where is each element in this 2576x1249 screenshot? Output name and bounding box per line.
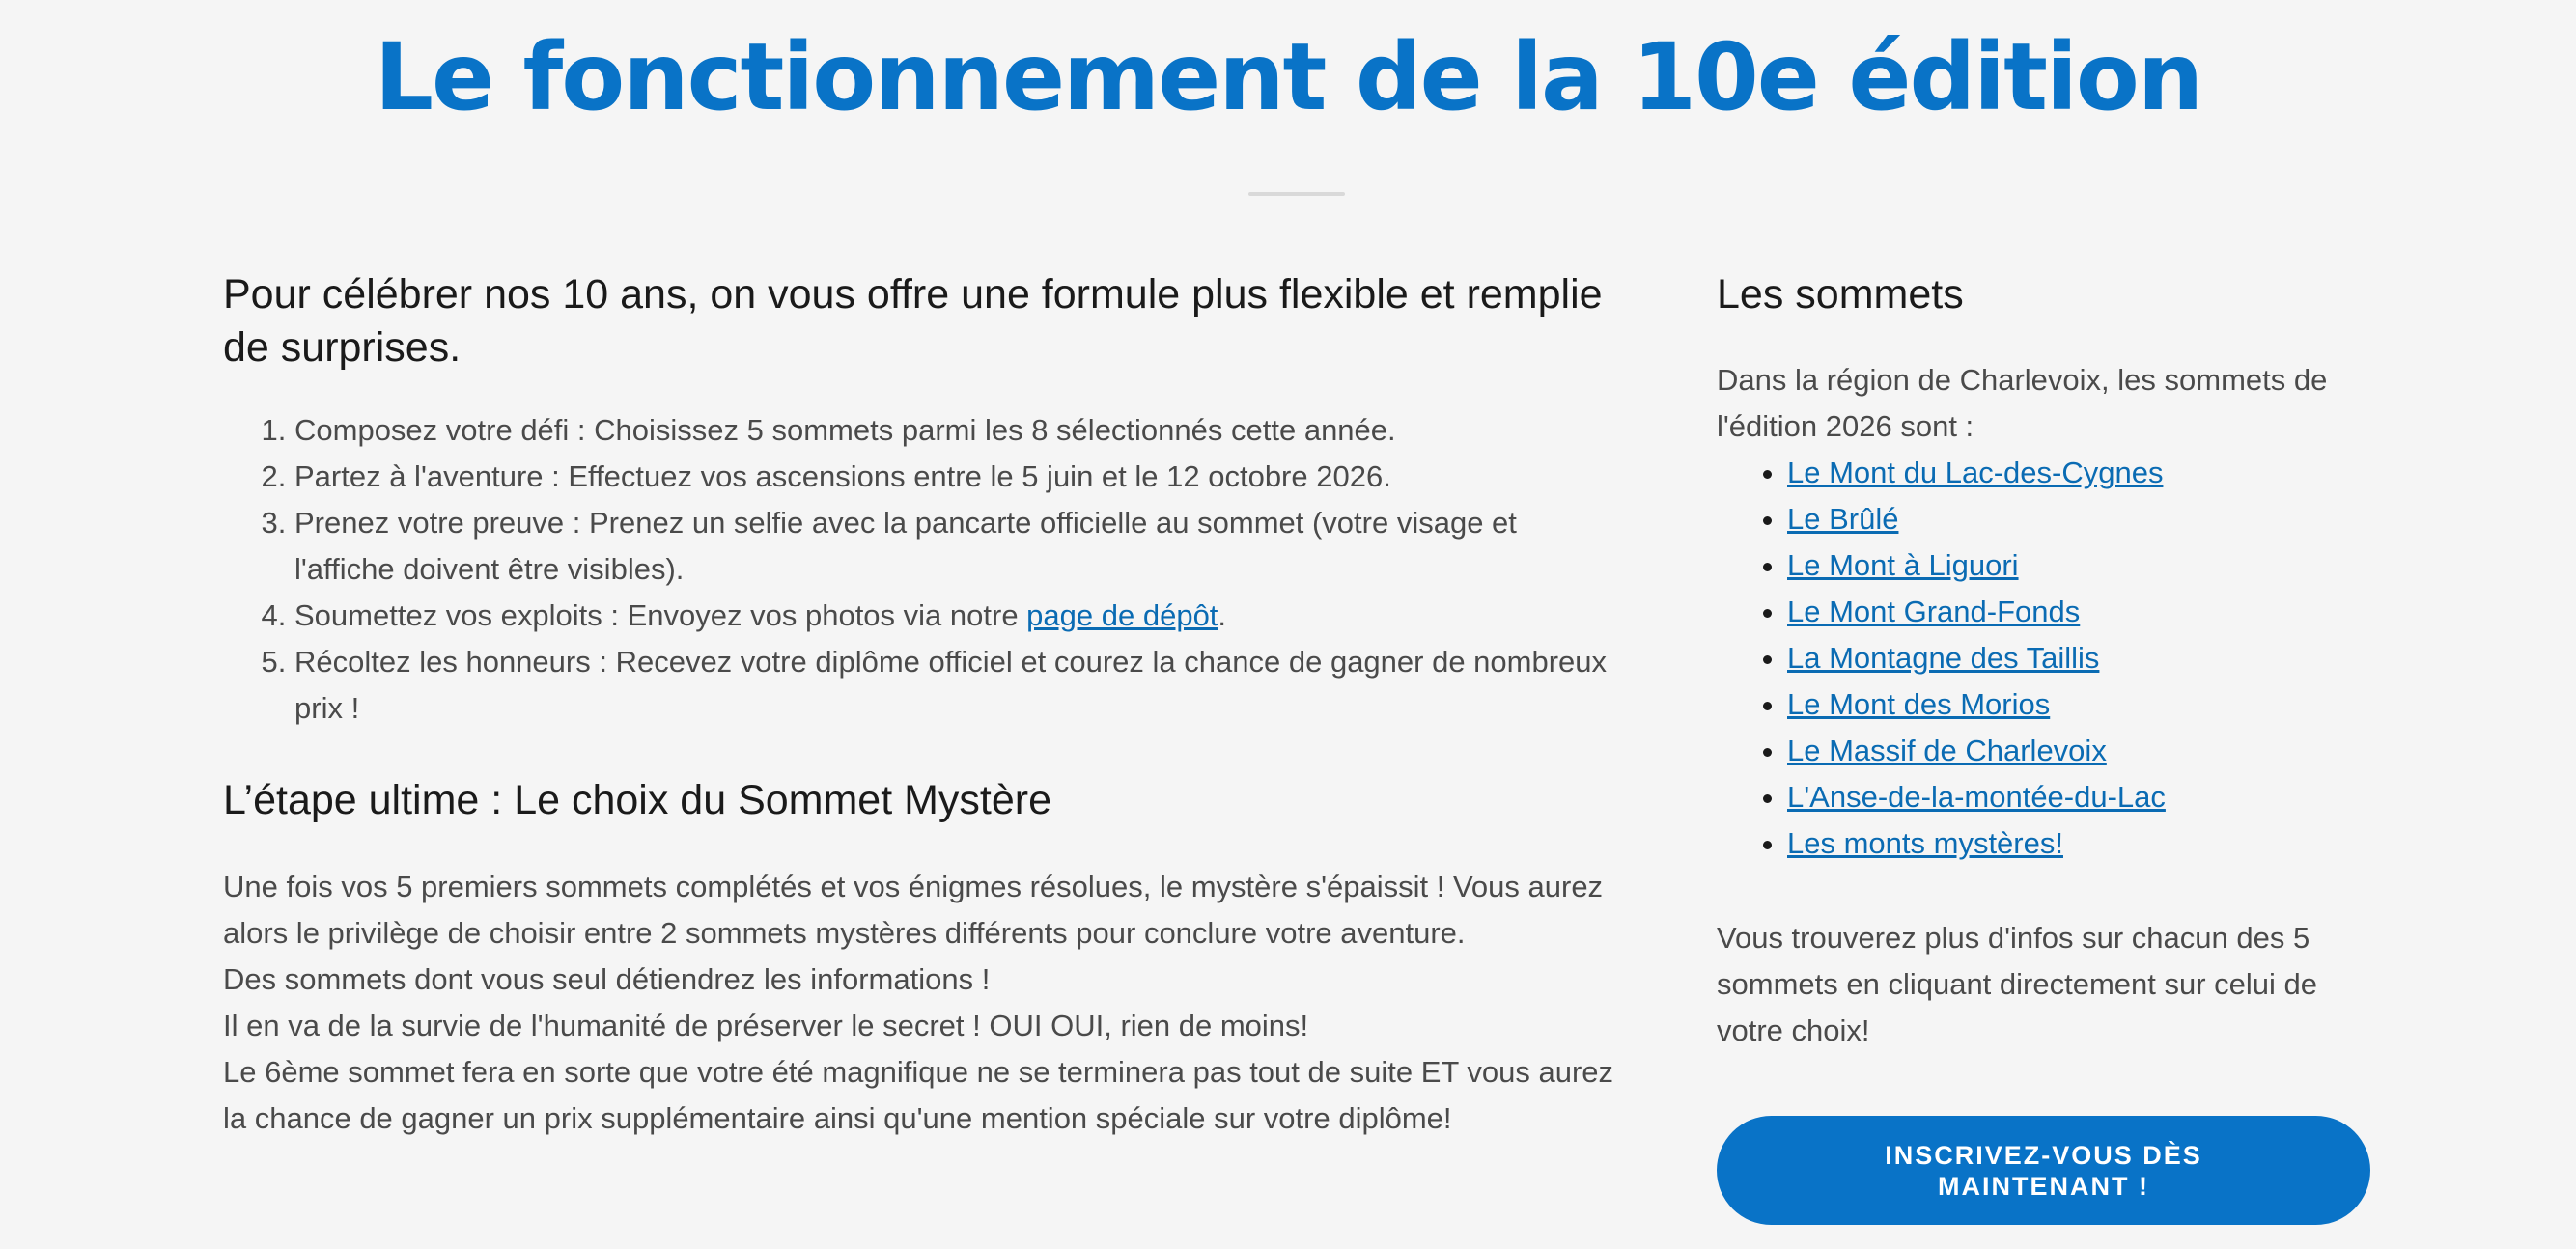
steps-list	[223, 407, 1623, 732]
sidebar	[1717, 268, 2373, 1201]
step-text: Récoltez les honneurs : Recevez votre diplôme officiel et courez la chance de gagner de nombreux prix !	[294, 645, 1608, 725]
step-item	[294, 593, 1623, 639]
step-text-suffix: .	[1218, 598, 1227, 632]
title-divider	[1248, 192, 1345, 196]
step-item	[294, 454, 1623, 500]
summits-heading: Les sommets	[1717, 271, 1964, 318]
main-content	[223, 268, 1623, 1142]
page-title: Le fonctionnement de la 10e édition	[374, 23, 2202, 131]
lead-heading: Pour célébrer nos 10 ans, on vous offre une formule plus flexible et remplie de surprises.	[223, 271, 1603, 371]
mystery-paragraph: Une fois vos 5 premiers sommets complétés et vos énigmes résolues, le mystère s'épaissit ! Vous aurez alors le privilège de choisir entre 2 sommets mystères différents pour conclure votre aventure.	[223, 870, 1604, 950]
step-item	[294, 407, 1623, 454]
upload-page-link[interactable]: page de dépôt	[1026, 598, 1218, 632]
summit-item	[1787, 820, 2373, 867]
summits-list	[1717, 450, 2373, 867]
step-item	[294, 639, 1623, 732]
step-text: Prenez votre preuve : Prenez un selfie avec la pancarte officielle au sommet (votre visage et l'affiche doivent être visibles).	[294, 506, 1517, 586]
summit-link-liguori[interactable]: Le Mont à Liguori	[1787, 548, 2019, 582]
summit-link-massif[interactable]: Le Massif de Charlevoix	[1787, 734, 2107, 767]
summit-link-brule[interactable]: Le Brûlé	[1787, 502, 1899, 536]
mystery-paragraph: Il en va de la survie de l'humanité de préserver le secret ! OUI OUI, rien de moins!	[223, 1009, 1309, 1042]
summits-intro: Dans la région de Charlevoix, les sommets de l'édition 2026 sont :	[1717, 363, 2328, 443]
summit-item	[1787, 542, 2373, 589]
summit-item	[1787, 589, 2373, 635]
summit-link-morios[interactable]: Le Mont des Morios	[1787, 687, 2051, 721]
summit-item	[1787, 728, 2373, 774]
summit-link-grand-fonds[interactable]: Le Mont Grand-Fonds	[1787, 595, 2081, 628]
summit-item	[1787, 681, 2373, 728]
summit-item	[1787, 496, 2373, 542]
summits-footer: Vous trouverez plus d'infos sur chacun des 5 sommets en cliquant directement sur celui de votre choix!	[1717, 921, 2318, 1047]
summit-item	[1787, 635, 2373, 681]
step-text: Partez à l'aventure : Effectuez vos ascensions entre le 5 juin et le 12 octobre 2026.	[294, 459, 1391, 493]
summit-link-taillis[interactable]: La Montagne des Taillis	[1787, 641, 2100, 675]
step-item	[294, 500, 1623, 593]
summit-item	[1787, 774, 2373, 820]
register-button[interactable]: INSCRIVEZ-VOUS DÈS MAINTENANT !	[1717, 1116, 2370, 1225]
summit-link-anse[interactable]: L'Anse-de-la-montée-du-Lac	[1787, 780, 2166, 814]
mystery-description	[223, 864, 1623, 1142]
summit-link-lac-des-cygnes[interactable]: Le Mont du Lac-des-Cygnes	[1787, 456, 2164, 489]
mystery-paragraph: Le 6ème sommet fera en sorte que votre été magnifique ne se terminera pas tout de suite ET vous aurez la chance de gagner un prix supplémentaire ainsi qu'une mention spéciale sur votre diplôme!	[223, 1055, 1614, 1135]
summit-link-mysteres[interactable]: Les monts mystères!	[1787, 826, 2063, 860]
mystery-heading: L’étape ultime : Le choix du Sommet Mystère	[223, 777, 1052, 823]
summit-item	[1787, 450, 2373, 496]
step-text: Soumettez vos exploits : Envoyez vos photos via notre	[294, 598, 1027, 632]
step-text: Composez votre défi : Choisissez 5 sommets parmi les 8 sélectionnés cette année.	[294, 413, 1396, 447]
mystery-paragraph: Des sommets dont vous seul détiendrez les informations !	[223, 962, 991, 996]
